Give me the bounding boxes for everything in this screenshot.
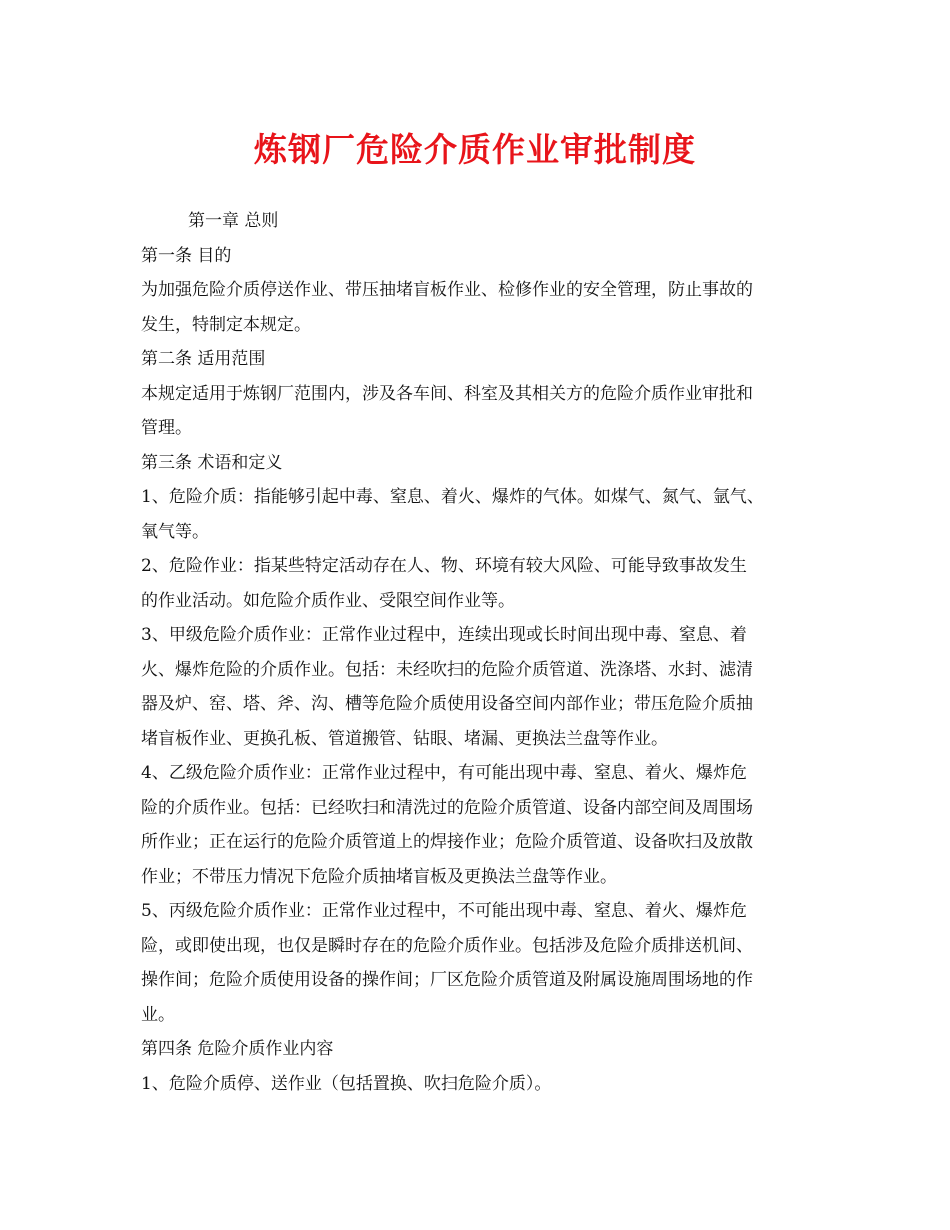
article-4-heading: 第四条 危险介质作业内容: [141, 1039, 334, 1059]
article-2-line: 管理。: [141, 418, 192, 438]
definition-4-line: 4、乙级危险介质作业：正常作业过程中，有可能出现中毒、窒息、着火、爆炸危: [141, 763, 747, 783]
article-3-heading: 第三条 术语和定义: [141, 452, 283, 473]
article-2-heading: 第二条 适用范围: [141, 349, 266, 369]
definition-2-line: 2、危险作业：指某些特定活动存在人、物、环境有较大风险、可能导致事故发生: [141, 556, 747, 576]
definition-1-line: 1、危险介质：指能够引起中毒、窒息、着火、爆炸的气体。如煤气、氮气、氩气、: [141, 487, 764, 507]
document-body: [141, 204, 831, 1101]
article-1-line: 为加强危险介质停送作业、带压抽堵盲板作业、检修作业的安全管理，防止事故的: [141, 280, 753, 300]
definition-3-line: 火、爆炸危险的介质作业。包括：未经吹扫的危险介质管道、洗涤塔、水封、滤清: [141, 659, 753, 680]
operation-item-1-line: 1、危险介质停、送作业（包括置换、吹扫危险介质）。: [141, 1073, 552, 1094]
definition-5-line: 险，或即使出现，也仅是瞬时存在的危险介质作业。包括涉及危险介质排送机间、: [141, 935, 753, 956]
definition-5-line: 业。: [141, 1004, 175, 1025]
definition-4-line: 险的介质作业。包括：已经吹扫和清洗过的危险介质管道、设备内部空间及周围场: [141, 797, 753, 818]
definition-1-line: 氧气等。: [141, 521, 209, 542]
definition-5-line: 5、丙级危险介质作业：正常作业过程中，不可能出现中毒、窒息、着火、爆炸危: [141, 901, 747, 921]
definition-3-line: 堵盲板作业、更换孔板、管道搬管、钻眼、堵漏、更换法兰盘等作业。: [141, 728, 668, 749]
article-2-line: 本规定适用于炼钢厂范围内，涉及各车间、科室及其相关方的危险介质作业审批和: [141, 383, 753, 404]
definition-3-line: 3、甲级危险介质作业：正常作业过程中，连续出现或长时间出现中毒、窒息、着: [141, 625, 747, 645]
article-1-line: 发生，特制定本规定。: [141, 314, 311, 335]
definition-4-line: 作业；不带压力情况下危险介质抽堵盲板及更换法兰盘等作业。: [141, 866, 617, 887]
definition-3-line: 器及炉、窑、塔、斧、沟、槽等危险介质使用设备空间内部作业；带压危险介质抽: [141, 694, 753, 714]
article-1-heading: 第一条 目的: [141, 245, 232, 266]
definition-5-line: 操作间；危险介质使用设备的操作间；厂区危险介质管道及附属设施周围场地的作: [141, 970, 753, 990]
document-title: 炼钢厂危险介质作业审批制度: [254, 130, 696, 169]
definition-4-line: 所作业；正在运行的危险介质管道上的焊接作业；危险介质管道、设备吹扫及放散: [141, 832, 753, 852]
chapter-heading: 第一章 总则: [188, 211, 279, 231]
definition-2-line: 的作业活动。如危险介质作业、受限空间作业等。: [141, 590, 515, 611]
